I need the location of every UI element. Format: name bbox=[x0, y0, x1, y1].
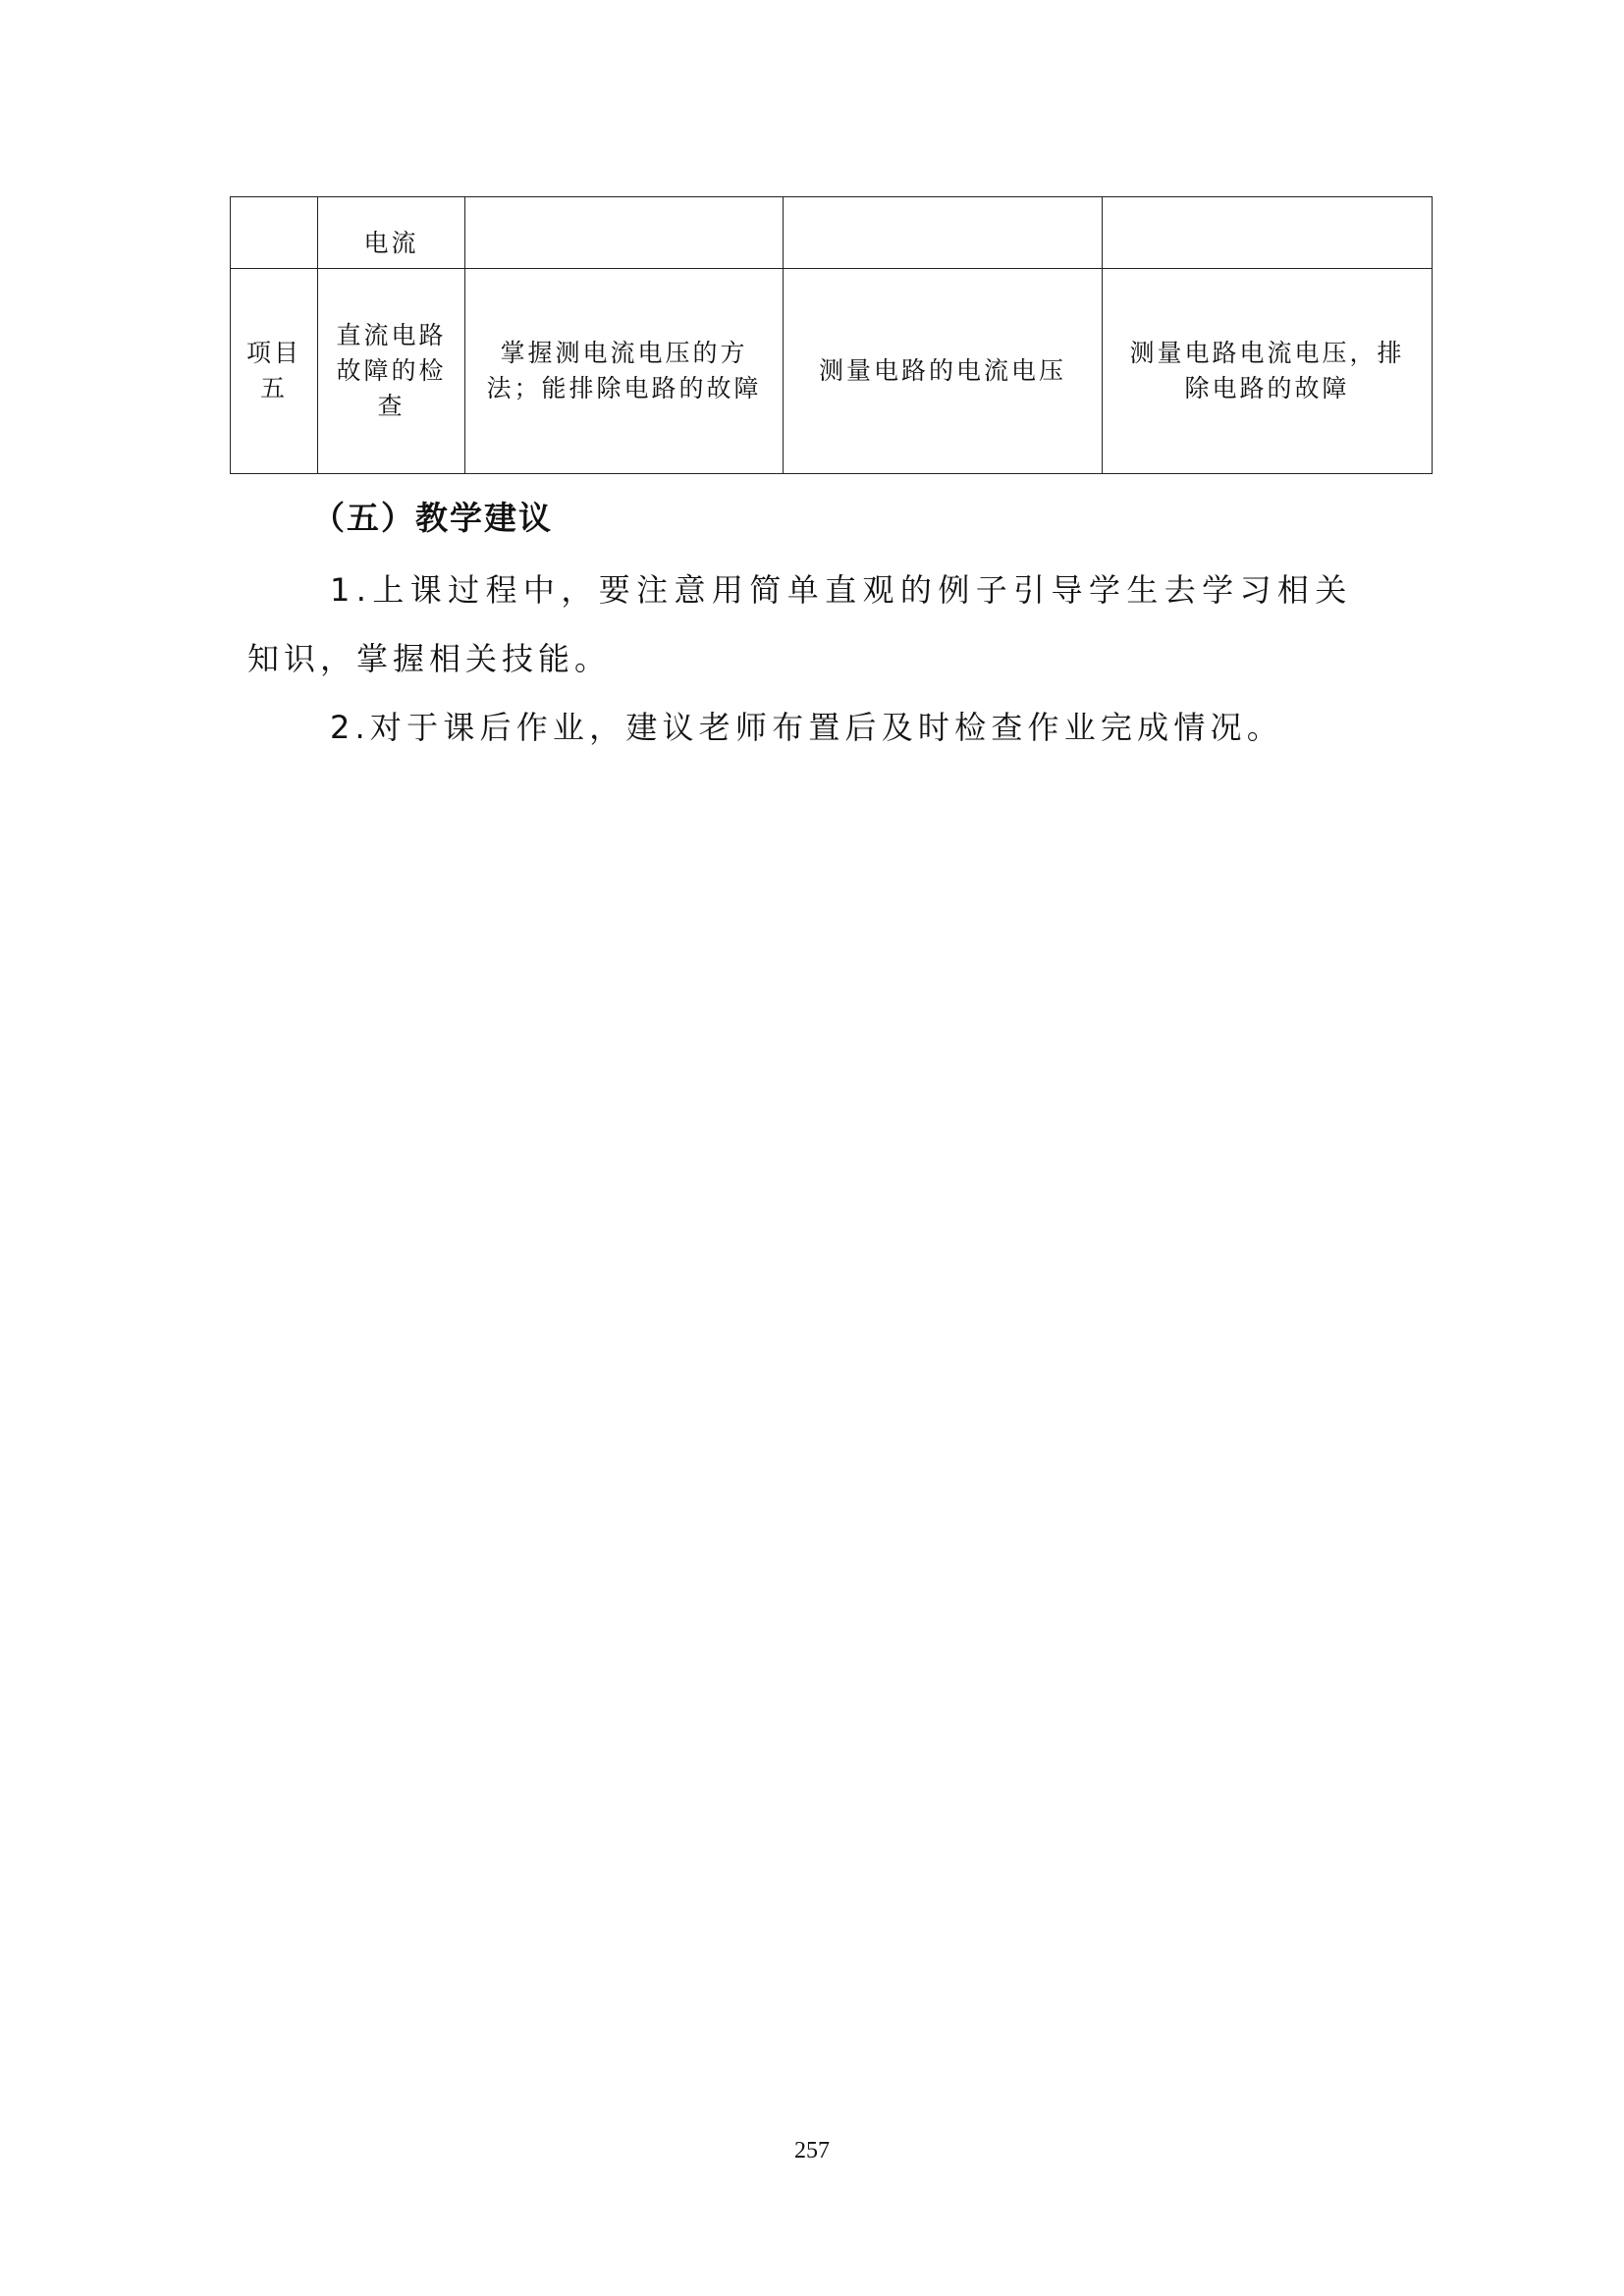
cell-content-empty bbox=[784, 197, 1103, 269]
task-label: 直流电路 故障的检 查 bbox=[336, 321, 447, 420]
content-text: 测量电路的电流电压 bbox=[818, 356, 1066, 385]
cell-content bbox=[784, 269, 1103, 474]
cell-objective-empty bbox=[465, 197, 784, 269]
section-heading: （五）教学建议 bbox=[312, 499, 553, 537]
cell-project-empty bbox=[231, 197, 318, 269]
requirement-text: 测量电路电流电压，排 除电路的故障 bbox=[1129, 339, 1405, 402]
cell-objective bbox=[465, 269, 784, 474]
cell-project bbox=[231, 269, 318, 474]
objective-text: 掌握测电流电压的方 法；能排除电路的故障 bbox=[486, 339, 762, 402]
table-row-project-5 bbox=[231, 269, 1433, 474]
course-table bbox=[230, 196, 1433, 474]
cell-requirement bbox=[1103, 269, 1433, 474]
table-row-continuation bbox=[231, 197, 1433, 269]
cell-task-continued bbox=[318, 197, 465, 269]
cell-task bbox=[318, 269, 465, 474]
cell-requirement-empty bbox=[1103, 197, 1433, 269]
project-label: 项目 五 bbox=[245, 339, 301, 402]
page-number: 257 bbox=[794, 2138, 830, 2163]
task-continued-text: 电流 bbox=[363, 229, 419, 257]
paragraph-1-line-2: 知识，掌握相关技能。 bbox=[247, 640, 612, 677]
paragraph-1-line-1: 1.上课过程中，要注意用简单直观的例子引导学生去学习相关 bbox=[330, 571, 1353, 609]
paragraph-2: 2.对于课后作业，建议老师布置后及时检查作业完成情况。 bbox=[330, 709, 1283, 746]
